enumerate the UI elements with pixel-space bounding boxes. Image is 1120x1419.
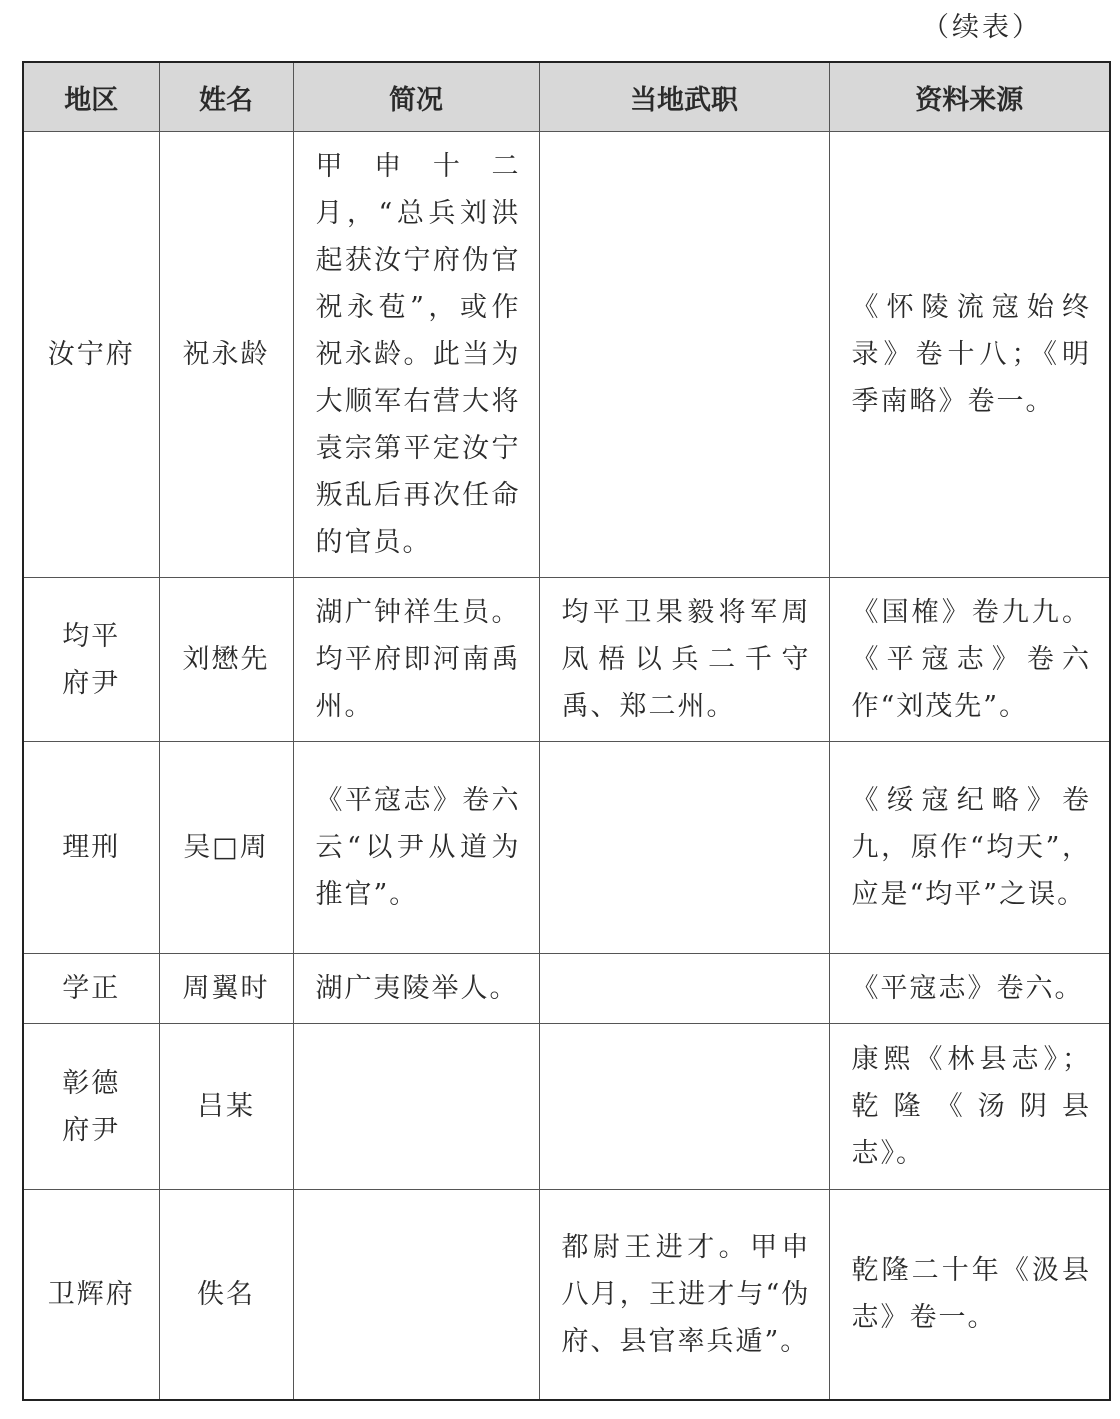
region-cell: 汝宁府	[23, 132, 159, 578]
table-row	[23, 578, 1110, 742]
region-cell	[23, 1024, 159, 1190]
region-text: 均平府尹	[62, 620, 121, 699]
region-cell: 卫辉府	[23, 1190, 159, 1400]
region-text: 彰德府尹	[62, 1067, 121, 1146]
region-cell	[23, 578, 159, 742]
table-row	[23, 1190, 1110, 1400]
summary-cell: 甲申十二月，“总兵刘洪起获汝宁府伪官祝永苞”，或作祝永龄。此当为大顺军右营大将袁宗第平定汝宁叛乱后再次任命的官员。	[293, 132, 539, 578]
military-post-cell	[539, 132, 829, 578]
name-cell: 吕某	[159, 1024, 293, 1190]
header-region: 地区	[23, 62, 159, 132]
source-cell: 《平寇志》卷六。	[829, 954, 1110, 1024]
header-summary: 简况	[293, 62, 539, 132]
name-cell: 祝永龄	[159, 132, 293, 578]
name-cell: 周翼时	[159, 954, 293, 1024]
summary-cell: 湖广夷陵举人。	[293, 954, 539, 1024]
header-military-post: 当地武职	[539, 62, 829, 132]
military-post-cell	[539, 742, 829, 954]
name-cell: 刘懋先	[159, 578, 293, 742]
military-post-cell: 均平卫果毅将军周凤梧以兵二千守禹、郑二州。	[539, 578, 829, 742]
military-post-cell	[539, 954, 829, 1024]
source-cell: 《国榷》卷九九。《平寇志》卷六作“刘茂先”。	[829, 578, 1110, 742]
summary-cell: 湖广钟祥生员。均平府即河南禹州。	[293, 578, 539, 742]
header-source: 资料来源	[829, 62, 1110, 132]
source-cell: 乾隆二十年《汲县志》卷一。	[829, 1190, 1110, 1400]
region-cell: 学正	[23, 954, 159, 1024]
source-cell: 《绥寇纪略》卷九，原作“均天”，应是“均平”之误。	[829, 742, 1110, 954]
military-post-cell	[539, 1024, 829, 1190]
table-row	[23, 954, 1110, 1024]
summary-cell	[293, 1024, 539, 1190]
summary-cell	[293, 1190, 539, 1400]
name-cell: 吴□周	[159, 742, 293, 954]
region-cell: 理刑	[23, 742, 159, 954]
source-cell: 《怀陵流寇始终录》卷十八；《明季南略》卷一。	[829, 132, 1110, 578]
military-post-cell: 都尉王进才。甲申八月，王进才与“伪府、县官率兵遁”。	[539, 1190, 829, 1400]
header-name: 姓名	[159, 62, 293, 132]
table-row	[23, 1024, 1110, 1190]
officials-table	[22, 61, 1111, 1401]
name-cell: 佚名	[159, 1190, 293, 1400]
header-row	[23, 62, 1110, 132]
table-row	[23, 742, 1110, 954]
source-cell: 康熙《林县志》；乾隆《汤阴县志》。	[829, 1024, 1110, 1190]
table-row	[23, 132, 1110, 578]
summary-cell: 《平寇志》卷六云“以尹从道为推官”。	[293, 742, 539, 954]
continued-table-label: （续表）	[922, 12, 1042, 43]
